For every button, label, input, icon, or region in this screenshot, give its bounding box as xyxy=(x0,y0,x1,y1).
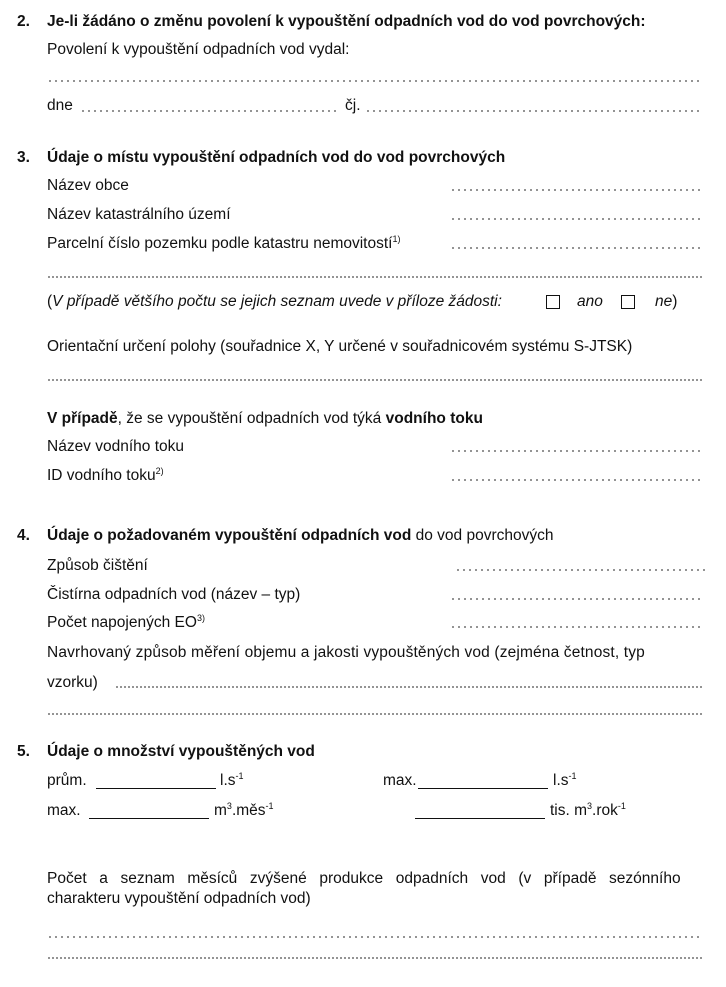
municipality-field[interactable] xyxy=(450,189,702,191)
watercourse-name-label: Název vodního toku xyxy=(47,438,185,455)
measurement-label-line1: Navrhovaný způsob měření objemu a jakosti vypouštěných vod (zejména četnost, typ xyxy=(47,644,645,661)
avg-flow-field[interactable] xyxy=(96,788,216,789)
parcel-field-continued[interactable] xyxy=(47,276,702,278)
section-5-title: Údaje o množství vypouštěných vod xyxy=(47,743,315,760)
watercourse-intro: V případě, že se vypouštění odpadních vod týká vodního toku xyxy=(47,410,483,427)
yearly-volume-unit: tis. $m^3.rok^{-1}$ xyxy=(550,801,626,819)
measurement-label-line2: vzorku) xyxy=(47,674,98,691)
watercourse-id-label: ID vodního toku$^{2)}$ xyxy=(47,466,164,484)
checkbox-no[interactable] xyxy=(621,295,635,309)
watercourse-id-field[interactable] xyxy=(450,479,702,481)
checkbox-yes[interactable] xyxy=(546,295,560,309)
max-monthly-field[interactable] xyxy=(89,818,209,819)
seasonal-field-continued[interactable] xyxy=(47,957,702,959)
treatment-plant-field[interactable] xyxy=(450,598,702,600)
parcel-label: Parcelní číslo pozemku podle katastru nemovitostí$^{1)}$ xyxy=(47,234,401,252)
watercourse-name-field[interactable] xyxy=(450,450,702,452)
measurement-field[interactable] xyxy=(115,686,702,688)
section-3-number: 3. xyxy=(17,149,30,166)
cadastral-label: Název katastrálního území xyxy=(47,206,231,223)
issued-by-label: Povolení k vypouštění odpadních vod vydal: xyxy=(47,41,350,58)
option-yes-label: ano xyxy=(577,293,603,310)
issued-by-field[interactable] xyxy=(47,80,702,82)
multiple-parcels-note: (V případě většího počtu se jejich seznam uvede v příloze žádosti: xyxy=(47,293,502,310)
section-4-title: Údaje o požadovaném vypouštění odpadních vod do vod povrchových xyxy=(47,527,554,544)
max-monthly-unit: $m^3.měs^{-1}$ xyxy=(214,801,274,819)
position-field[interactable] xyxy=(47,379,702,381)
max-flow-unit: $l.s^{-1}$ xyxy=(553,771,577,789)
parcel-field[interactable] xyxy=(450,247,702,249)
measurement-field-continued[interactable] xyxy=(47,713,702,715)
footnote-1: 1) xyxy=(392,234,401,244)
eo-count-label: Počet napojených EO$^{3)}$ xyxy=(47,613,205,631)
date-label: dne xyxy=(47,97,73,114)
section-2-title: Je-li žádáno o změnu povolení k vypouštění odpadních vod do vod povrchových: xyxy=(47,13,646,30)
yearly-volume-field[interactable] xyxy=(415,818,545,819)
avg-flow-unit: $l.s^{-1}$ xyxy=(220,771,244,789)
municipality-label: Název obce xyxy=(47,177,129,194)
treatment-plant-label: Čistírna odpadních vod (název – typ) xyxy=(47,586,301,603)
eo-count-field[interactable] xyxy=(450,626,700,628)
treatment-method-label: Způsob čištění xyxy=(47,557,148,574)
section-3-title: Údaje o místu vypouštění odpadních vod do vod povrchových xyxy=(47,149,506,166)
section-5-number: 5. xyxy=(17,743,30,760)
ref-number-label: čj. xyxy=(345,97,361,114)
cadastral-field[interactable] xyxy=(450,218,702,220)
option-no-label: ne) xyxy=(655,293,678,310)
max-flow-label: max. xyxy=(383,772,417,789)
treatment-method-field[interactable] xyxy=(455,569,705,571)
date-field[interactable] xyxy=(80,110,340,112)
max-flow-field[interactable] xyxy=(418,788,548,789)
ref-number-field[interactable] xyxy=(365,110,702,112)
seasonal-field[interactable] xyxy=(47,936,702,938)
position-label: Orientační určení polohy (souřadnice X, Y určené v souřadnicovém systému S-JTSK) xyxy=(47,338,633,355)
avg-flow-label: prům. xyxy=(47,772,87,789)
section-2-number: 2. xyxy=(17,13,30,30)
footnote-3: 3) xyxy=(196,613,205,623)
seasonal-label-line2: charakteru vypouštění odpadních vod) xyxy=(47,890,311,907)
max-monthly-label: max. xyxy=(47,802,81,819)
section-4-number: 4. xyxy=(17,527,30,544)
footnote-2: 2) xyxy=(155,466,164,476)
seasonal-label-line1: Počet a seznam měsíců zvýšené produkce odpadních vod (v případě sezónního xyxy=(47,870,681,887)
